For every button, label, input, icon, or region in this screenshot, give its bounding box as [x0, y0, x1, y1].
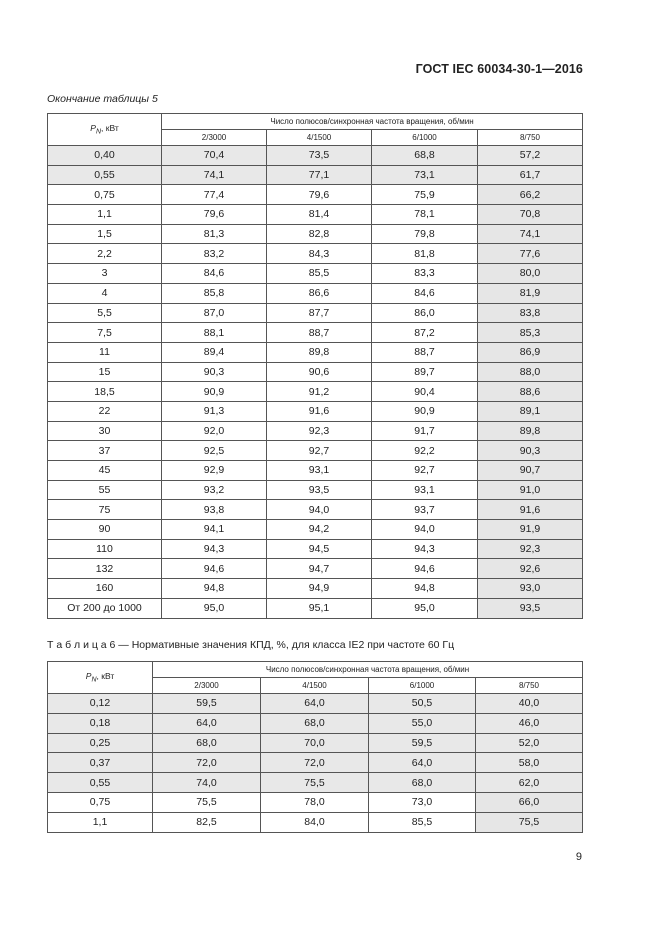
efficiency-cell: 94,0: [372, 520, 478, 540]
efficiency-cell: 81,9: [478, 283, 583, 303]
table-row: [48, 733, 583, 753]
table-row: [48, 185, 583, 205]
efficiency-cell: 75,5: [476, 812, 583, 832]
efficiency-cell: 52,0: [476, 733, 583, 753]
efficiency-cell: 87,2: [372, 323, 478, 343]
table-row: [48, 441, 583, 461]
efficiency-cell: 64,0: [261, 694, 369, 714]
efficiency-cell: 89,1: [478, 401, 583, 421]
efficiency-cell: 68,0: [261, 713, 369, 733]
efficiency-cell: 78,0: [261, 792, 369, 812]
efficiency-cell: 85,8: [162, 283, 267, 303]
efficiency-cell: 90,4: [372, 382, 478, 402]
efficiency-cell: 90,6: [267, 362, 372, 382]
table-row: [48, 165, 583, 185]
efficiency-cell: 92,0: [162, 421, 267, 441]
table-row: [48, 694, 583, 714]
efficiency-cell: 94,3: [372, 539, 478, 559]
power-cell: 11: [48, 342, 162, 362]
efficiency-cell: 92,2: [372, 441, 478, 461]
efficiency-cell: 93,1: [267, 461, 372, 481]
table-row: [48, 264, 583, 284]
efficiency-cell: 85,5: [267, 264, 372, 284]
table-row: [48, 773, 583, 793]
efficiency-cell: 87,7: [267, 303, 372, 323]
efficiency-cell: 50,5: [369, 694, 476, 714]
efficiency-cell: 88,1: [162, 323, 267, 343]
efficiency-cell: 92,7: [372, 461, 478, 481]
efficiency-cell: 90,3: [478, 441, 583, 461]
table-row: [48, 323, 583, 343]
power-cell: 0,75: [48, 185, 162, 205]
table-row: [48, 480, 583, 500]
power-cell: 18,5: [48, 382, 162, 402]
efficiency-cell: 89,7: [372, 362, 478, 382]
efficiency-cell: 94,2: [267, 520, 372, 540]
power-cell: 90: [48, 520, 162, 540]
power-cell: 132: [48, 559, 162, 579]
power-cell: 0,37: [48, 753, 153, 773]
efficiency-cell: 85,5: [369, 812, 476, 832]
efficiency-cell: 84,3: [267, 244, 372, 264]
column-header: 2/3000: [153, 678, 261, 694]
efficiency-cell: 57,2: [478, 146, 583, 166]
power-cell: 1,5: [48, 224, 162, 244]
efficiency-cell: 72,0: [261, 753, 369, 773]
efficiency-cell: 93,1: [372, 480, 478, 500]
efficiency-cell: 83,8: [478, 303, 583, 323]
efficiency-cell: 87,0: [162, 303, 267, 323]
efficiency-cell: 61,7: [478, 165, 583, 185]
efficiency-cell: 94,8: [372, 579, 478, 599]
efficiency-cell: 75,9: [372, 185, 478, 205]
efficiency-cell: 74,0: [153, 773, 261, 793]
power-cell: 0,40: [48, 146, 162, 166]
efficiency-cell: 70,4: [162, 146, 267, 166]
power-cell: 1,1: [48, 812, 153, 832]
efficiency-cell: 91,6: [267, 401, 372, 421]
power-cell: 110: [48, 539, 162, 559]
power-cell: 0,55: [48, 165, 162, 185]
efficiency-cell: 91,7: [372, 421, 478, 441]
table-row: [48, 461, 583, 481]
efficiency-cell: 70,8: [478, 205, 583, 225]
efficiency-cell: 81,3: [162, 224, 267, 244]
efficiency-cell: 94,6: [162, 559, 267, 579]
efficiency-cell: 84,6: [162, 264, 267, 284]
table-6: [47, 661, 583, 833]
efficiency-cell: 81,4: [267, 205, 372, 225]
table-row: [48, 205, 583, 225]
power-cell: 2,2: [48, 244, 162, 264]
power-cell: 4: [48, 283, 162, 303]
efficiency-cell: 82,8: [267, 224, 372, 244]
power-cell: 15: [48, 362, 162, 382]
power-cell: 3: [48, 264, 162, 284]
efficiency-cell: 92,3: [478, 539, 583, 559]
power-cell: 30: [48, 421, 162, 441]
power-cell: 45: [48, 461, 162, 481]
efficiency-cell: 66,2: [478, 185, 583, 205]
efficiency-cell: 94,1: [162, 520, 267, 540]
efficiency-cell: 90,3: [162, 362, 267, 382]
power-cell: 160: [48, 579, 162, 599]
efficiency-cell: 75,5: [261, 773, 369, 793]
efficiency-cell: 91,3: [162, 401, 267, 421]
efficiency-cell: 72,0: [153, 753, 261, 773]
table-row: [48, 146, 583, 166]
power-cell: 22: [48, 401, 162, 421]
table-row: [48, 753, 583, 773]
efficiency-cell: 84,0: [261, 812, 369, 832]
page-number: 9: [575, 851, 582, 863]
efficiency-cell: 93,5: [267, 480, 372, 500]
efficiency-cell: 73,0: [369, 792, 476, 812]
efficiency-cell: 58,0: [476, 753, 583, 773]
efficiency-cell: 91,0: [478, 480, 583, 500]
efficiency-cell: 88,7: [267, 323, 372, 343]
table-row: [48, 362, 583, 382]
efficiency-cell: 93,8: [162, 500, 267, 520]
efficiency-cell: 88,0: [478, 362, 583, 382]
efficiency-cell: 94,3: [162, 539, 267, 559]
power-cell: 7,5: [48, 323, 162, 343]
table-row: [48, 792, 583, 812]
efficiency-cell: 92,6: [478, 559, 583, 579]
pn-header: $P_N$, кВт: [48, 114, 162, 146]
table-row: [48, 401, 583, 421]
poles-span-header: Число полюсов/синхронная частота вращения, об/мин: [153, 662, 583, 678]
column-header: 2/3000: [162, 130, 267, 146]
efficiency-cell: 94,0: [267, 500, 372, 520]
efficiency-cell: 78,1: [372, 205, 478, 225]
efficiency-cell: 75,5: [153, 792, 261, 812]
table-row: [48, 342, 583, 362]
efficiency-cell: 95,0: [162, 598, 267, 618]
efficiency-cell: 73,5: [267, 146, 372, 166]
efficiency-cell: 74,1: [478, 224, 583, 244]
table-row: [48, 812, 583, 832]
power-cell: 37: [48, 441, 162, 461]
efficiency-cell: 68,0: [153, 733, 261, 753]
table-row: [48, 421, 583, 441]
power-cell: 1,1: [48, 205, 162, 225]
efficiency-cell: 89,8: [478, 421, 583, 441]
efficiency-cell: 95,0: [372, 598, 478, 618]
efficiency-cell: 83,2: [162, 244, 267, 264]
efficiency-cell: 77,6: [478, 244, 583, 264]
efficiency-cell: 92,3: [267, 421, 372, 441]
table-row: [48, 559, 583, 579]
column-header: 6/1000: [372, 130, 478, 146]
efficiency-cell: 64,0: [369, 753, 476, 773]
efficiency-cell: 79,8: [372, 224, 478, 244]
efficiency-cell: 68,0: [369, 773, 476, 793]
efficiency-cell: 64,0: [153, 713, 261, 733]
power-cell: 0,55: [48, 773, 153, 793]
efficiency-cell: 94,6: [372, 559, 478, 579]
efficiency-cell: 93,7: [372, 500, 478, 520]
efficiency-cell: 74,1: [162, 165, 267, 185]
efficiency-cell: 84,6: [372, 283, 478, 303]
power-cell: 0,25: [48, 733, 153, 753]
efficiency-cell: 86,6: [267, 283, 372, 303]
efficiency-cell: 91,2: [267, 382, 372, 402]
efficiency-cell: 59,5: [369, 733, 476, 753]
efficiency-cell: 77,4: [162, 185, 267, 205]
column-header: 6/1000: [369, 678, 476, 694]
efficiency-cell: 86,9: [478, 342, 583, 362]
table-row: [48, 283, 583, 303]
table-row: [48, 539, 583, 559]
efficiency-cell: 62,0: [476, 773, 583, 793]
table5-caption: Окончание таблицы 5: [47, 93, 158, 105]
power-cell: 0,75: [48, 792, 153, 812]
efficiency-cell: 66,0: [476, 792, 583, 812]
power-cell: 75: [48, 500, 162, 520]
efficiency-cell: 92,5: [162, 441, 267, 461]
efficiency-cell: 80,0: [478, 264, 583, 284]
efficiency-cell: 90,7: [478, 461, 583, 481]
efficiency-cell: 94,5: [267, 539, 372, 559]
power-cell: 5,5: [48, 303, 162, 323]
efficiency-cell: 89,8: [267, 342, 372, 362]
table-row: [48, 598, 583, 618]
efficiency-cell: 93,2: [162, 480, 267, 500]
efficiency-cell: 92,9: [162, 461, 267, 481]
column-header: 4/1500: [267, 130, 372, 146]
power-cell: От 200 до 1000: [48, 598, 162, 618]
efficiency-cell: 89,4: [162, 342, 267, 362]
efficiency-cell: 86,0: [372, 303, 478, 323]
power-cell: 0,18: [48, 713, 153, 733]
column-header: 8/750: [476, 678, 583, 694]
efficiency-cell: 95,1: [267, 598, 372, 618]
table-row: [48, 382, 583, 402]
table-row: [48, 500, 583, 520]
pn-header: $P_N$, кВт: [48, 662, 153, 694]
poles-span-header: Число полюсов/синхронная частота вращения, об/мин: [162, 114, 583, 130]
efficiency-cell: 90,9: [372, 401, 478, 421]
table-row: [48, 224, 583, 244]
efficiency-cell: 68,8: [372, 146, 478, 166]
efficiency-cell: 46,0: [476, 713, 583, 733]
power-cell: 55: [48, 480, 162, 500]
efficiency-cell: 82,5: [153, 812, 261, 832]
table-row: [48, 244, 583, 264]
efficiency-cell: 88,6: [478, 382, 583, 402]
efficiency-cell: 79,6: [162, 205, 267, 225]
column-header: 4/1500: [261, 678, 369, 694]
efficiency-cell: 90,9: [162, 382, 267, 402]
column-header: 8/750: [478, 130, 583, 146]
table-row: [48, 713, 583, 733]
power-cell: 0,12: [48, 694, 153, 714]
table-5: [47, 113, 583, 619]
table6-caption: Т а б л и ц а 6 — Нормативные значения КПД, %, для класса IE2 при частоте 60 Гц: [47, 639, 455, 651]
efficiency-cell: 40,0: [476, 694, 583, 714]
efficiency-cell: 94,7: [267, 559, 372, 579]
efficiency-cell: 55,0: [369, 713, 476, 733]
efficiency-cell: 70,0: [261, 733, 369, 753]
document-id: ГОСТ IEC 60034-30-1—2016: [415, 62, 583, 76]
efficiency-cell: 81,8: [372, 244, 478, 264]
efficiency-cell: 94,8: [162, 579, 267, 599]
efficiency-cell: 85,3: [478, 323, 583, 343]
efficiency-cell: 83,3: [372, 264, 478, 284]
efficiency-cell: 93,5: [478, 598, 583, 618]
efficiency-cell: 79,6: [267, 185, 372, 205]
efficiency-cell: 92,7: [267, 441, 372, 461]
efficiency-cell: 93,0: [478, 579, 583, 599]
efficiency-cell: 73,1: [372, 165, 478, 185]
efficiency-cell: 59,5: [153, 694, 261, 714]
efficiency-cell: 91,6: [478, 500, 583, 520]
table-row: [48, 579, 583, 599]
table-row: [48, 520, 583, 540]
efficiency-cell: 77,1: [267, 165, 372, 185]
table-row: [48, 303, 583, 323]
efficiency-cell: 88,7: [372, 342, 478, 362]
efficiency-cell: 94,9: [267, 579, 372, 599]
efficiency-cell: 91,9: [478, 520, 583, 540]
